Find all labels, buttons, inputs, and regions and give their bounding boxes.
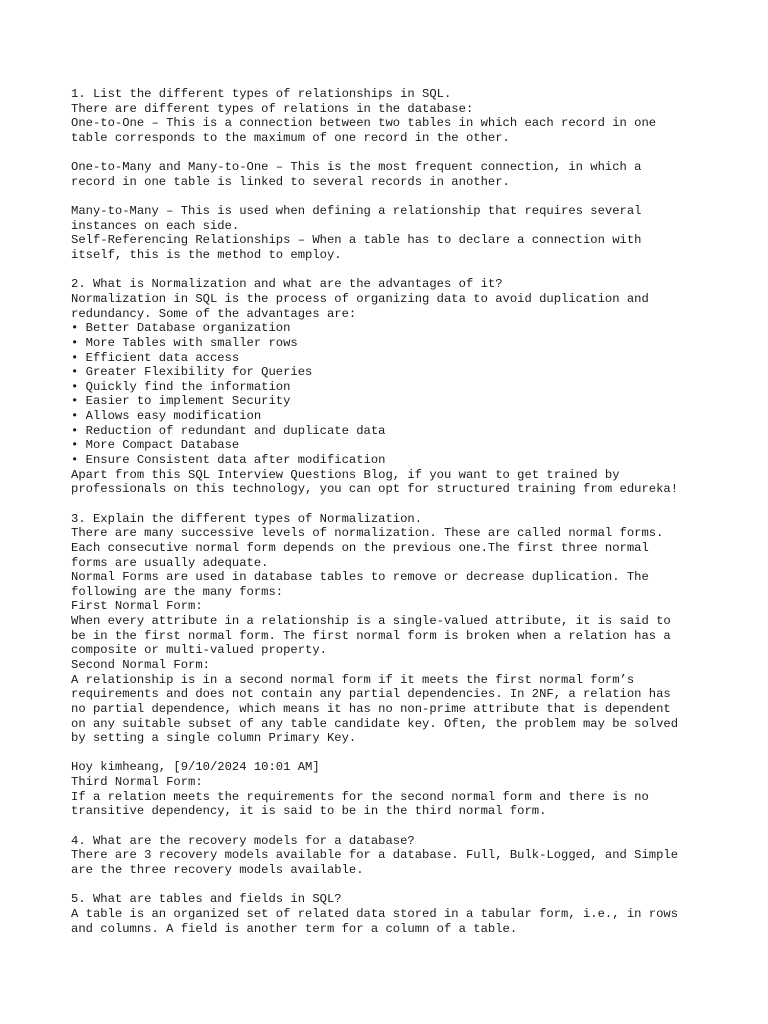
text-line: • Quickly find the information: [71, 379, 291, 394]
text-line: • More Tables with smaller rows: [71, 335, 298, 350]
text-line: Each consecutive normal form depends on the previous one.The first three normal: [71, 540, 649, 555]
blank-line: [71, 497, 721, 512]
text-line: • Reduction of redundant and duplicate data: [71, 423, 386, 438]
text-line: Second Normal Form:: [71, 657, 210, 672]
text-line: record in one table is linked to several records in another.: [71, 174, 510, 189]
text-line: on any suitable subset of any table candidate key. Often, the problem may be solved: [71, 716, 679, 731]
document-page: [71, 87, 721, 936]
text-line: forms are usually adequate.: [71, 555, 269, 570]
text-line: 4. What are the recovery models for a database?: [71, 833, 415, 848]
text-line: First Normal Form:: [71, 599, 203, 614]
text-line: Third Normal Form:: [71, 775, 203, 790]
text-line: • Ensure Consistent data after modification: [71, 453, 386, 468]
text-line: • Greater Flexibility for Queries: [71, 365, 313, 380]
blank-line: [71, 189, 721, 204]
text-line: composite or multi-valued property.: [71, 643, 327, 658]
text-line: A relationship is in a second normal form if it meets the first normal form’s: [71, 672, 635, 687]
blank-line: [71, 263, 721, 278]
blank-line: [71, 819, 721, 834]
text-line: instances on each side.: [71, 218, 240, 233]
text-line: professionals on this technology, you can opt for structured training from edureka!: [71, 482, 679, 497]
text-line: 2. What is Normalization and what are the advantages of it?: [71, 277, 503, 292]
text-line: 1. List the different types of relationships in SQL.: [71, 87, 452, 101]
text-line: Apart from this SQL Interview Questions Blog, if you want to get trained by: [71, 467, 620, 482]
text-line: One-to-One – This is a connection between two tables in which each record in one: [71, 116, 657, 131]
text-line: • Allows easy modification: [71, 409, 262, 424]
text-line: 3. Explain the different types of Normalization.: [71, 511, 423, 526]
text-line: Normal Forms are used in database tables to remove or decrease duplication. The: [71, 570, 649, 585]
text-line: Hoy kimheang, [9/10/2024 10:01 AM]: [71, 760, 320, 775]
text-line: are the three recovery models available.: [71, 862, 364, 877]
text-line: • Better Database organization: [71, 321, 291, 336]
text-line: Many-to-Many – This is used when defining a relationship that requires several: [71, 204, 642, 219]
text-line: be in the first normal form. The first normal form is broken when a relation has a: [71, 628, 671, 643]
text-line: • Efficient data access: [71, 350, 240, 365]
blank-line: [71, 878, 721, 893]
text-line: following are the many forms:: [71, 584, 284, 599]
text-line: and columns. A field is another term for a column of a table.: [71, 921, 518, 936]
text-line: A table is an organized set of related data stored in a tabular form, i.e., in rows: [71, 906, 679, 921]
blank-line: [71, 746, 721, 761]
text-line: by setting a single column Primary Key.: [71, 731, 357, 746]
text-line: If a relation meets the requirements for the second normal form and there is no: [71, 789, 649, 804]
text-line: There are 3 recovery models available for a database. Full, Bulk-Logged, and Simple: [71, 848, 679, 863]
text-line: One-to-Many and Many-to-One – This is the most frequent connection, in which a: [71, 160, 642, 175]
text-line: There are different types of relations in the database:: [71, 101, 474, 116]
blank-line: [71, 146, 721, 161]
text-line: • Easier to implement Security: [71, 394, 291, 409]
text-line: transitive dependency, it is said to be in the third normal form.: [71, 804, 547, 819]
text-line: itself, this is the method to employ.: [71, 248, 342, 263]
text-line: requirements and does not contain any partial dependencies. In 2NF, a relation has: [71, 687, 671, 702]
text-line: table corresponds to the maximum of one record in the other.: [71, 130, 510, 145]
text-line: no partial dependence, which means it has no non-prime attribute that is dependent: [71, 701, 671, 716]
text-line: Self-Referencing Relationships – When a table has to declare a connection with: [71, 233, 642, 248]
text-line: Normalization in SQL is the process of organizing data to avoid duplication and: [71, 291, 649, 306]
text-line: When every attribute in a relationship is a single-valued attribute, it is said to: [71, 614, 671, 629]
text-line: 5. What are tables and fields in SQL?: [71, 892, 342, 907]
text-line: redundancy. Some of the advantages are:: [71, 306, 357, 321]
text-line: • More Compact Database: [71, 438, 240, 453]
text-line: There are many successive levels of normalization. These are called normal forms.: [71, 526, 664, 541]
